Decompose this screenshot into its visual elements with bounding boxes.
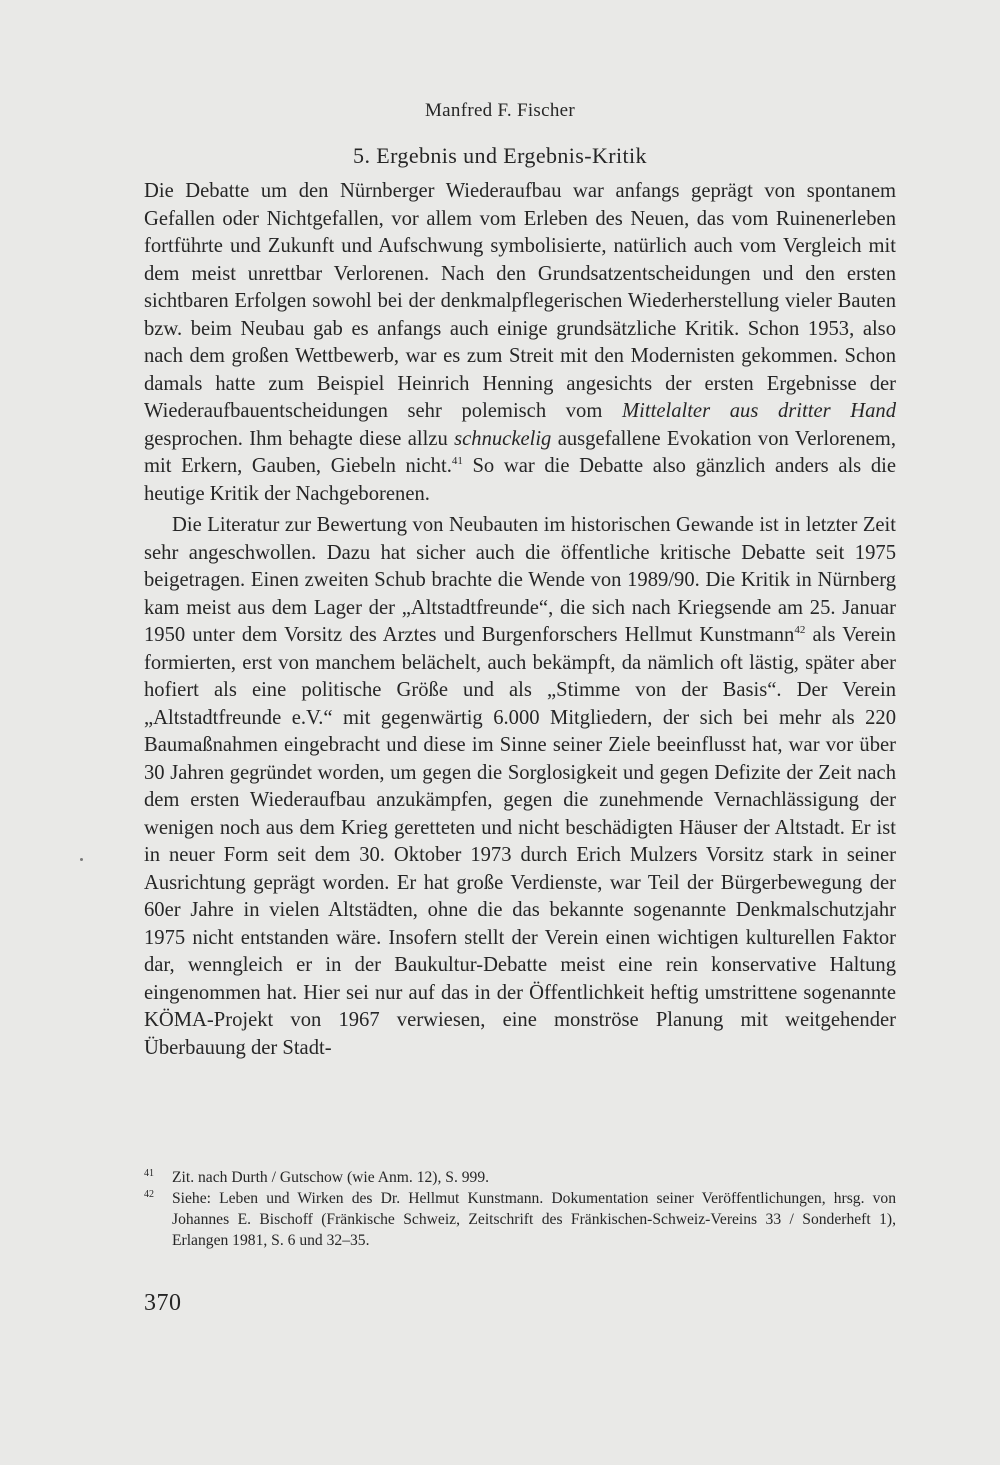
paragraph-1-text-d: So war die Debatte also gänzlich anders als die heutige Kritik der Nachgeborenen. xyxy=(144,455,896,505)
footnote-number: 42 xyxy=(144,1189,154,1200)
paragraph-1-text-a: Die Debatte um den Nürnberger Wiederaufbau war anfangs geprägt von spontanem Gefallen oder Nichtgefallen, vor allem vom Erleben des Neuen, das vom Ruinenerleben fortführte und Zukunft und Aufschwung symbolisierte, natürlich auch vom Vergleich mit dem meist unrettbar Verlorenen. Nach den Grundsatzentscheidungen und den ersten sichtbaren Erfolgen sowohl bei der denkmalpflegerischen Wiederherstellung vieler Bauten bzw. beim Neubau gab es anfangs auch einige grundsätzliche Kritik. Schon 1953, also nach dem großen Wettbewerb, war es zum Streit mit den Modernisten gekommen. Schon damals hatte zum Beispiel Heinrich Henning angesichts der ersten Ergebnisse der Wiederaufbauentscheidungen sehr polemisch vom xyxy=(144,180,896,422)
body-text xyxy=(144,178,896,1062)
footnotes xyxy=(144,1167,896,1251)
running-head-author: Manfred F. Fischer xyxy=(424,100,576,121)
section-heading: 5. Ergebnis und Ergebnis-Kritik xyxy=(353,143,647,168)
paragraph-1-text-c: ausgefallene Evokation von Verlorenem, mit Erkern, Gauben, Giebeln nicht. xyxy=(144,427,896,477)
paragraph-2-text-b: als Verein formierten, erst von manchem belächelt, auch bekämpft, da nämlich oft lästig, später aber hofiert als eine politische Größe und als „Stimme von der Basis“. Der Verein „Altstadtfreunde e.V.“ mit gegenwärtig 6.000 Mitgliedern, der sich bei mehr als 220 Baumaßnahmen eingebracht und diese im Sinne seiner Ziele beeinflusst hat, war vor über 30 Jahren gegründet worden, um gegen die Sorglosigkeit und gegen Defizite der Zeit nach dem ersten Wiederaufbau anzukämpfen, gegen die zunehmende Vernachlässigung der wenigen noch aus dem Krieg geretteten und nicht beschädigten Häuser der Altstadt. Er ist in neuer Form seit dem 30. Oktober 1973 durch Erich Mulzers Vorsitz stark in seiner Ausrichtung geprägt worden. Er hat große Verdienste, war Teil der Bürgerbewegung der 60er Jahre in vielen Altstädten, ohne die das bekannte sogenannte Denkmalschutzjahr 1975 nicht entstanden wäre. Insofern stellt der Verein einen wichtigen kulturellen Faktor dar, wenngleich er in der Baukultur-Debatte meist eine rein konservative Haltung eingenommen hat. Hier sei nur auf das in der Öffentlichkeit heftig umstrittene sogenannte KÖMA-Projekt von 1967 verwiesen, eine monströse Planung mit weitgehender Überbauung der Stadt- xyxy=(144,624,896,1059)
footnote-text: Siehe: Leben und Wirken des Dr. Hellmut Kunstmann. Dokumentation seiner Veröffentlichungen, hrsg. von Johannes E. Bischoff (Fränkische Schweiz, Zeitschrift des Fränkischen-Schweiz-Vereins 33 / Sonderheft 1), Erlangen 1981, S. 6 und 32–35. xyxy=(172,1190,896,1249)
paragraph-2-text-a: Die Literatur zur Bewertung von Neubauten im historischen Gewande ist in letzter Zeit sehr angeschwollen. Dazu hat sicher auch die öffentliche kritische Debatte seit 1975 beigetragen. Einen zweiten Schub brachte die Wende von 1989/90. Die Kritik in Nürnberg kam meist aus dem Lager der „Altstadtfreunde“, die sich nach Kriegsende am 25. Januar 1950 unter dem Vorsitz des Arztes und Burgenforschers Hellmut Kunstmann xyxy=(144,514,896,646)
paragraph-1 xyxy=(144,178,896,508)
paragraph-1-italic-word: schnuckelig xyxy=(454,427,552,450)
footnote-ref-42[interactable]: 42 xyxy=(794,624,806,636)
paragraph-1-text-b: gesprochen. Ihm behagte diese allzu xyxy=(144,427,455,450)
footnote-42 xyxy=(144,1188,896,1251)
footnote-41 xyxy=(144,1167,896,1188)
footnote-text: Zit. nach Durth / Gutschow (wie Anm. 12), S. 999. xyxy=(172,1169,490,1186)
scan-speck xyxy=(80,858,83,861)
footnote-number: 41 xyxy=(144,1168,154,1179)
paragraph-1-italic-phrase: Mittelalter aus dritter Hand xyxy=(622,400,896,422)
page-number: 370 xyxy=(144,1290,182,1316)
paragraph-2 xyxy=(144,512,896,1062)
footnote-ref-41[interactable]: 41 xyxy=(451,455,463,467)
